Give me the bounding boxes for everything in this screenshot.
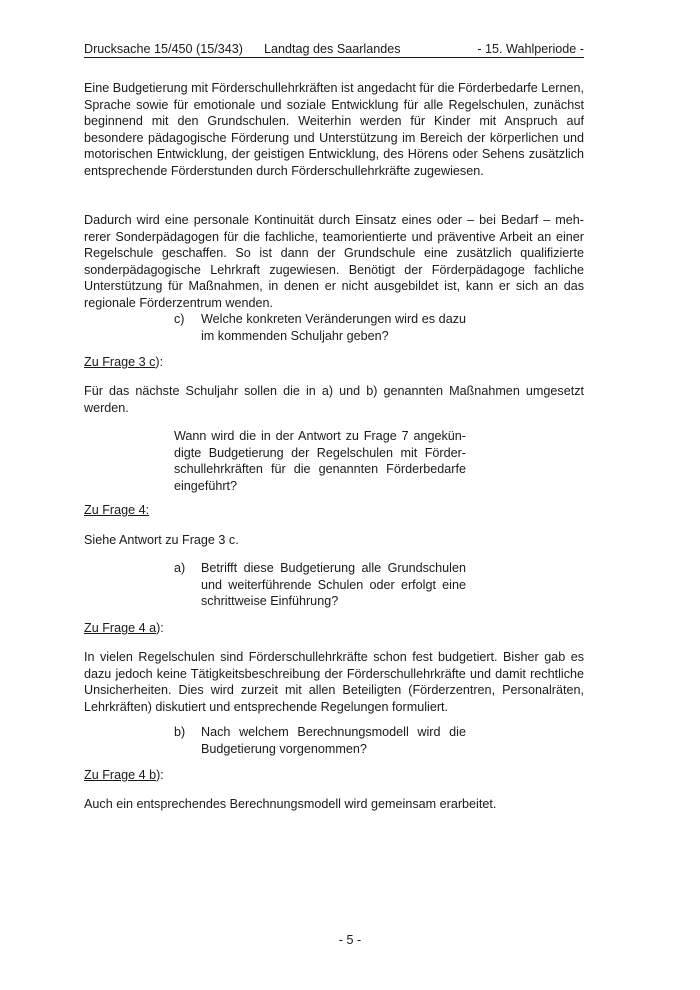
document-number: Drucksache 15/450 (15/343): [84, 42, 243, 56]
answer-4-label: [84, 502, 149, 519]
answer-3c-text: Für das nächste Schuljahr sollen die in a) und b) genannten Maßnahmen umgesetzt werden.: [84, 384, 584, 415]
answer-4b-label-suffix: ):: [156, 768, 164, 782]
page-number: - 5 -: [338, 933, 362, 947]
question-4a-letter: a): [174, 561, 186, 575]
answer-4-label-text: Zu Frage 4:: [84, 503, 150, 517]
question-4a-text: Betrifft diese Budgetierung alle Grundschulen und weiterführende Schulen oder erfolgt eine schrittweise Einführung?: [201, 561, 466, 608]
answer-3c-label: [84, 354, 163, 371]
answer-4a-text: In vielen Regelschulen sind Förderschullehrkräfte schon fest budgetiert. Bisher gab es dazu jedoch keine Tätigkeitsbeschreibung der Förderschullehrkräfte und damit rechtliche Unsicherheiten. Dies wird zurzeit mit allen Beteiligten (Förderzentren, Personalräten, Lehrkräften) diskutiert und entsprechende Regelungen formuliert.: [84, 650, 584, 714]
question-4b-letter: b): [174, 725, 186, 739]
question-4b: [174, 724, 466, 757]
answer-3c-label-text: Zu Frage 3 c: [84, 355, 156, 369]
answer-4-text: Siehe Antwort zu Frage 3 c.: [84, 533, 239, 547]
paragraph-continuity: Dadurch wird eine personale Kontinuität durch Einsatz eines oder – bei Bedarf – mehrerer Sonderpädagogen für die fachliche, teamorientierte und präventive Arbeit an einer Regelschule geschaffen. So ist dann der Grundschule eine zusätzlich qualifizierte sonderpädagogische Lehrkraft zugewiesen. Benötigt der Förderpädagoge fachliche Unterstützung für Maßnahmen, in denen er nicht ausgebildet ist, kann er sich an das regionale Förderzentrum wenden.: [84, 213, 584, 310]
answer-4a-label: [84, 620, 164, 637]
answer-4b-label: [84, 767, 164, 784]
parliament-name: Landtag des Saarlandes: [264, 42, 401, 56]
answer-4a-label-suffix: ):: [156, 621, 164, 635]
legislative-period: - 15. Wahlperiode -: [477, 42, 584, 56]
answer-4b-text: Auch ein entsprechendes Berechnungsmodell wird gemeinsam erarbeitet.: [84, 797, 497, 811]
question-3c-letter: c): [174, 312, 185, 326]
answer-4b-label-text: Zu Frage 4 b: [84, 768, 157, 782]
question-4b-text: Nach welchem Berechnungsmodell wird die Budgetierung vorgenommen?: [201, 725, 466, 756]
answer-3c-label-suffix: ):: [155, 355, 164, 369]
question-3c: [174, 311, 466, 344]
paragraph-budgeting: Eine Budgetierung mit Förderschullehrkräften ist angedacht für die Förderbedarfe Lernen, Sprache sowie für emotionale und soziale Entwicklung für alle Regelschulen, zunächst beginnend mit den Grundschulen. Weiterhin werden für Kinder mit Anspruch auf besondere pädagogische Förderung und Unterstützung im Bereich der körperlichen und motorischen Entwicklung, der geistigen Entwicklung, des Hörens oder Sehens zusätzlich entsprechende Förderstunden durch Förderschullehrkräfte zugewiesen.: [84, 81, 584, 178]
question-4a: [174, 560, 466, 610]
page-header: [84, 41, 584, 58]
question-3c-text: Welche konkreten Veränderungen wird es dazu im kommenden Schuljahr geben?: [201, 312, 466, 343]
answer-4a-label-text: Zu Frage 4 a: [84, 621, 157, 635]
question-4-text: Wann wird die in der Antwort zu Frage 7 angekündigte Budgetierung der Regelschulen mit Förderschullehrkräften für die genannten Förderbedarfe eingeführt?: [174, 429, 466, 493]
